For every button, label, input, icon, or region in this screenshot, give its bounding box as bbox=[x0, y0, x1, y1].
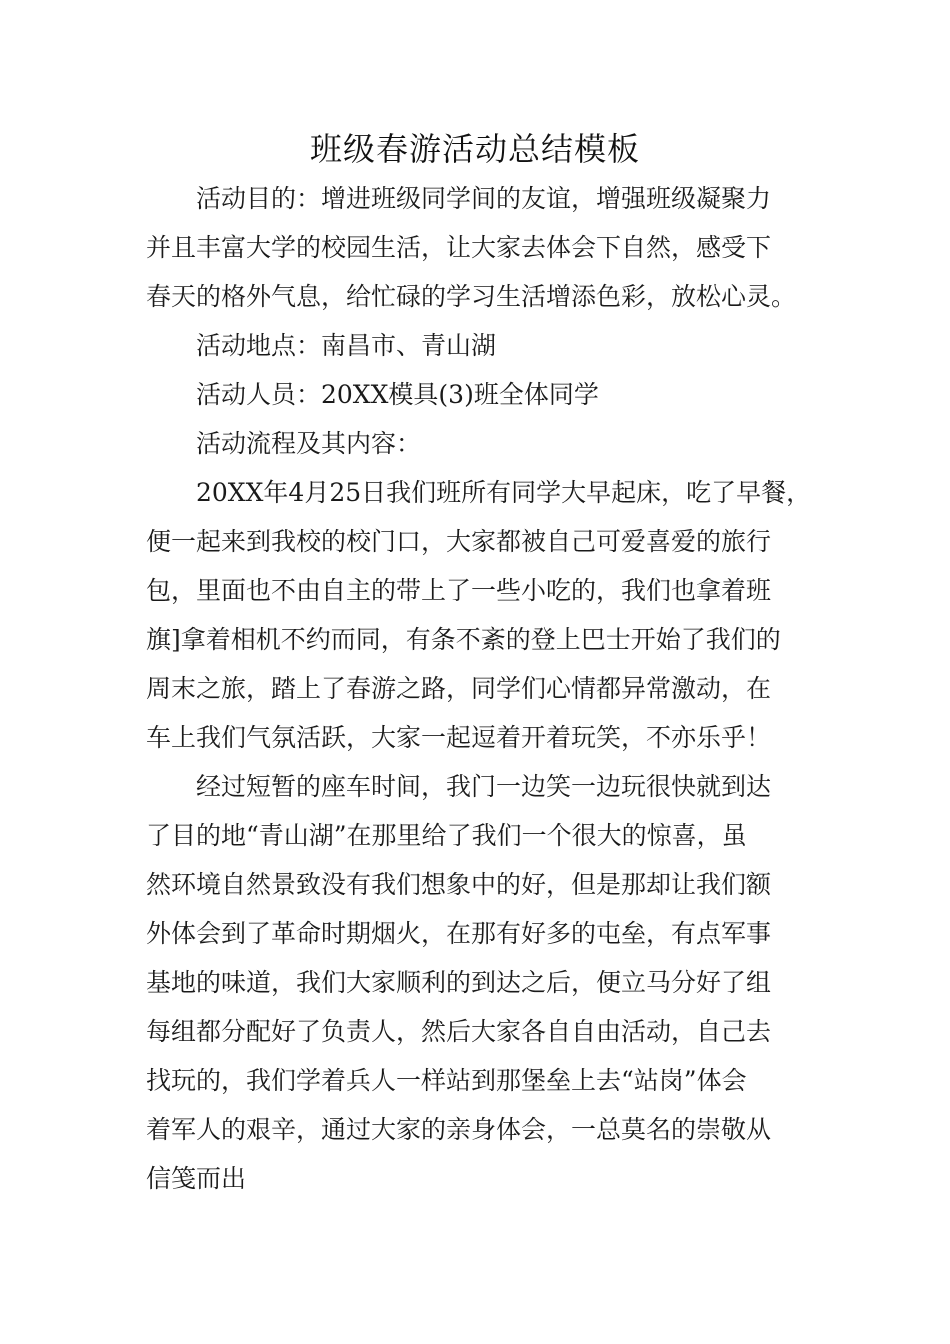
body-line: 并且丰富大学的校园生活，让大家去体会下自然，感受下 bbox=[146, 233, 772, 262]
body-line: 每组都分配好了负责人，然后大家各自自由活动，自己去 bbox=[146, 1017, 772, 1046]
body-line: 包，里面也不由自主的带上了一些小吃的，我们也拿着班 bbox=[146, 576, 772, 605]
body-line: 旗]拿着相机不约而同，有条不紊的登上巴士开始了我们的 bbox=[146, 625, 781, 654]
body-line: 活动地点：南昌市、青山湖 bbox=[196, 331, 497, 360]
body-line: 信笺而出 bbox=[146, 1164, 247, 1193]
body-line: 活动流程及其内容： bbox=[196, 429, 422, 458]
body-line: 找玩的，我们学着兵人一样站到那堡垒上去“站岗”体会 bbox=[146, 1066, 747, 1095]
body-line: 然环境自然景致没有我们想象中的好，但是那却让我们额 bbox=[146, 870, 772, 899]
document-body bbox=[146, 174, 821, 1203]
body-line: 了目的地“青山湖”在那里给了我们一个很大的惊喜，虽 bbox=[146, 821, 747, 850]
body-line: 20XX年4月25日我们班所有同学大早起床，吃了早餐， bbox=[196, 478, 812, 507]
body-line: 经过短暂的座车时间，我门一边笑一边玩很快就到达 bbox=[196, 772, 772, 801]
body-line: 外体会到了革命时期烟火，在那有好多的屯垒，有点军事 bbox=[146, 919, 772, 948]
body-line: 车上我们气氛活跃，大家一起逗着开着玩笑，不亦乐乎！ bbox=[146, 723, 772, 752]
body-line: 着军人的艰辛，通过大家的亲身体会，一总莫名的崇敬从 bbox=[146, 1115, 772, 1144]
body-line: 活动人员：20XX模具(3)班全体同学 bbox=[196, 380, 599, 409]
document-title: 班级春游活动总结模板 bbox=[309, 130, 640, 168]
body-line: 基地的味道，我们大家顺利的到达之后，便立马分好了组 bbox=[146, 968, 772, 997]
body-line: 周末之旅，踏上了春游之路，同学们心情都异常激动，在 bbox=[146, 674, 772, 703]
body-line: 活动目的：增进班级同学间的友谊，增强班级凝聚力 bbox=[196, 184, 772, 213]
body-line: 便一起来到我校的校门口，大家都被自己可爱喜爱的旅行 bbox=[146, 527, 772, 556]
body-line: 春天的格外气息，给忙碌的学习生活增添色彩，放松心灵。 bbox=[146, 282, 797, 311]
